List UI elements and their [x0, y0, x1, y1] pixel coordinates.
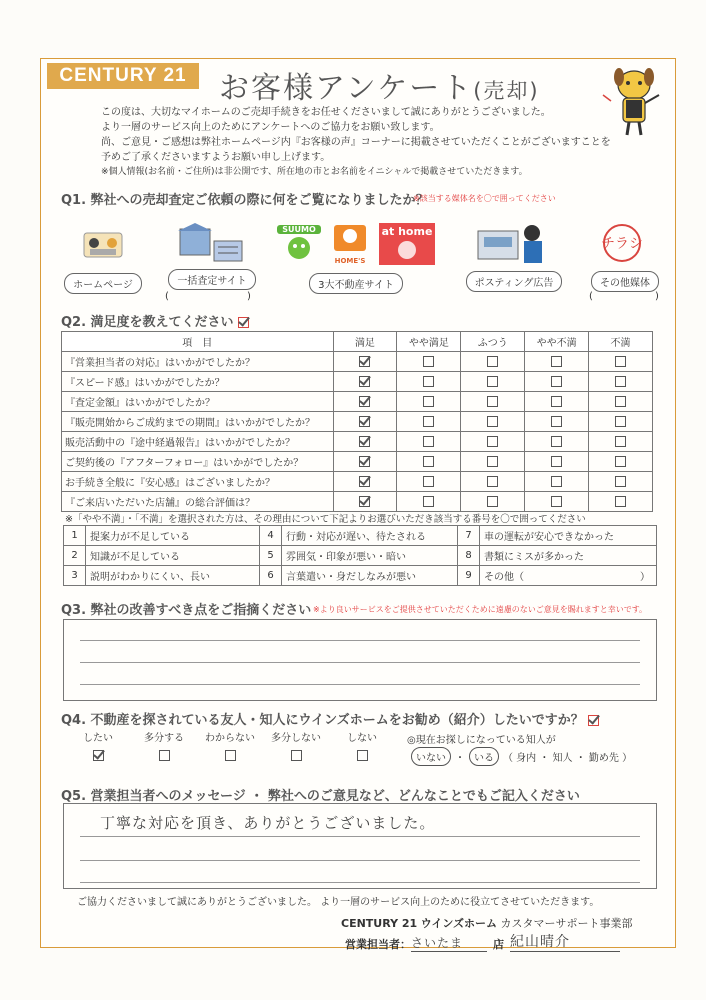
paren-open: ( — [589, 291, 593, 302]
q3-answer-area[interactable] — [63, 619, 657, 701]
reason-number[interactable]: 8 — [458, 546, 480, 566]
checkbox-satisfied[interactable] — [359, 456, 370, 467]
relation-options: （ 身内 ・ 知人 ・ 勤め先 ） — [503, 753, 633, 764]
portal-logos — [271, 221, 441, 267]
cell — [397, 492, 461, 512]
checkbox-somewhat-satisfied[interactable] — [423, 416, 434, 427]
checkbox-somewhat-dissatisfied[interactable] — [551, 396, 562, 407]
checkbox-dissatisfied[interactable] — [615, 456, 626, 467]
checkbox-satisfied[interactable] — [359, 376, 370, 387]
checkbox-neutral[interactable] — [487, 476, 498, 487]
reason-number[interactable]: 7 — [458, 526, 480, 546]
checkbox-neutral[interactable] — [487, 456, 498, 467]
column-header: やや満足 — [397, 332, 461, 352]
homes-character-icon — [330, 223, 370, 253]
q4-option-label: わからない — [205, 733, 255, 744]
rep-name: 紀山晴介 — [510, 931, 620, 952]
cell — [461, 412, 525, 432]
handwritten-message: 丁寧な対応を頂き、ありがとうございました。 — [100, 814, 436, 832]
cell — [397, 452, 461, 472]
cell — [589, 432, 653, 452]
column-header: 不満 — [589, 332, 653, 352]
q1-option-homepage[interactable] — [55, 229, 151, 294]
checkbox-neutral[interactable] — [487, 436, 498, 447]
checkbox-dissatisfied[interactable] — [615, 416, 626, 427]
cell — [333, 352, 397, 372]
title-suffix: (売却) — [473, 79, 540, 103]
checkbox-will-not[interactable] — [357, 750, 368, 761]
paren-close: ) — [655, 291, 659, 302]
reason-text: 言葉遣い・身だしなみが悪い — [282, 566, 458, 586]
cell — [397, 372, 461, 392]
table-row — [62, 492, 653, 512]
privacy-note: ※個人情報(お名前・ご住所)は非公開です、所在地の市とお名前をイニシャルで掲載させていただきます。 — [101, 167, 528, 177]
rep-line — [345, 931, 620, 952]
cell — [525, 392, 589, 412]
checkbox-somewhat-dissatisfied[interactable] — [551, 436, 562, 447]
paren-open: ( — [165, 291, 169, 302]
reason-text: 知識が不足している — [86, 546, 260, 566]
checkbox-dissatisfied[interactable] — [615, 496, 626, 507]
intro-line: 尚、ご意見・ご感想は弊社ホームページ内『お客様の声』コーナーに掲載させていただくことがございますことを — [101, 137, 611, 148]
cell — [397, 352, 461, 372]
company-line — [341, 915, 633, 931]
posting-flyer-icon — [474, 219, 554, 267]
reason-text: 提案力が不足している — [86, 526, 260, 546]
checkbox-dissatisfied[interactable] — [615, 476, 626, 487]
answer-none[interactable]: いない — [411, 747, 451, 766]
q1-option-other-media[interactable] — [583, 219, 667, 292]
table-row — [62, 432, 653, 452]
cell — [461, 392, 525, 412]
checkbox-probably-not[interactable] — [291, 750, 302, 761]
cell — [589, 372, 653, 392]
column-header: 項 目 — [62, 332, 334, 352]
checkbox-somewhat-dissatisfied[interactable] — [551, 356, 562, 367]
thanks-text: ご協力くださいまして誠にありがとうございました。 より一層のサービス向上のために役立てさせていただきます。 — [77, 897, 600, 908]
reason-number[interactable]: 5 — [260, 546, 282, 566]
athome-logo — [379, 223, 435, 265]
table-row — [64, 566, 657, 586]
q4-option-label: 多分しない — [271, 733, 321, 744]
cell — [525, 352, 589, 372]
cell — [525, 472, 589, 492]
intro-line: 予めご了承くださいますようお願い申し上げます。 — [101, 152, 331, 163]
reason-text: 説明がわかりにくい、長い — [86, 566, 260, 586]
cell — [525, 492, 589, 512]
cell — [461, 472, 525, 492]
homes-logo — [327, 223, 373, 265]
suumo-logo — [277, 225, 321, 264]
reason-number[interactable]: 3 — [64, 566, 86, 586]
survey-sheet — [40, 58, 676, 951]
checkbox-somewhat-satisfied[interactable] — [423, 456, 434, 467]
table-row — [62, 372, 653, 392]
separator-dot: ・ — [455, 753, 465, 764]
cell — [589, 452, 653, 472]
table-row — [64, 526, 657, 546]
writing-line — [80, 882, 640, 883]
column-header: ふつう — [461, 332, 525, 352]
table-row — [62, 352, 653, 372]
q1-label: その他媒体 — [591, 271, 659, 292]
row-label: 『販売開始からご成約までの期間』はいかがでしたか？ — [62, 412, 334, 432]
checkbox-dissatisfied[interactable] — [615, 356, 626, 367]
century21-logo: CENTURY 21 — [47, 63, 199, 89]
cell — [333, 392, 397, 412]
reason-text: 車の運転が安心できなかった — [480, 526, 657, 546]
cell — [397, 412, 461, 432]
cell — [333, 452, 397, 472]
cell — [525, 412, 589, 432]
q4-option-label: しない — [347, 733, 377, 744]
bulk-appraisal-icon — [176, 223, 248, 265]
cell — [589, 412, 653, 432]
paren-close: ) — [247, 291, 251, 302]
checkbox-dissatisfied[interactable] — [615, 376, 626, 387]
intro-text — [101, 105, 621, 180]
checkbox-satisfied[interactable] — [359, 436, 370, 447]
table-row — [62, 392, 653, 412]
athome-label: at home — [381, 225, 433, 238]
column-header: 満足 — [333, 332, 397, 352]
store-name: さいたま — [411, 934, 487, 952]
q4-answered-checkbox[interactable] — [588, 715, 599, 726]
row-label: 『営業担当者の対応』はいかがでしたか？ — [62, 352, 334, 372]
q1-option-bulk-appraisal[interactable] — [153, 223, 271, 290]
checkbox-neutral[interactable] — [487, 416, 498, 427]
q2-heading-text: Q2. 満足度を教えてください — [61, 315, 234, 330]
checkbox-dissatisfied[interactable] — [615, 436, 626, 447]
checkbox-somewhat-satisfied[interactable] — [423, 496, 434, 507]
checkbox-somewhat-dissatisfied[interactable] — [551, 416, 562, 427]
reason-text: その他（ — [484, 572, 524, 583]
cell — [333, 472, 397, 492]
cell — [333, 372, 397, 392]
cell — [333, 412, 397, 432]
writing-line — [80, 860, 640, 861]
checkbox-neutral[interactable] — [487, 376, 498, 387]
row-label: 『スピード感』はいかがでしたか？ — [62, 372, 334, 392]
q4-checkboxes — [65, 750, 405, 762]
q4-acquaintance-answer — [411, 747, 632, 766]
answer-exists[interactable]: いる — [469, 747, 499, 766]
reasons-note: ※「やや不満」・「不満」を選択された方は、その理由について下記よりお選びいただき該当する番号を〇で囲ってください — [65, 514, 586, 525]
cell — [397, 392, 461, 412]
checkbox-satisfied[interactable] — [359, 396, 370, 407]
athome-character-icon — [392, 238, 422, 260]
checkbox-probably[interactable] — [159, 750, 170, 761]
cell — [461, 372, 525, 392]
checkbox-satisfied[interactable] — [359, 356, 370, 367]
q2-heading — [61, 311, 249, 330]
q4-option-label: 多分する — [144, 733, 184, 744]
suumo-label: SUUMO — [277, 225, 321, 234]
reason-text: 書類にミスが多かった — [480, 546, 657, 566]
reason-other-cell[interactable] — [480, 566, 657, 586]
table-row — [62, 472, 653, 492]
cell — [397, 432, 461, 452]
rep-label: 営業担当者： — [345, 938, 411, 951]
writing-line — [80, 640, 640, 641]
checkbox-want-to[interactable] — [93, 750, 104, 761]
table-row — [64, 546, 657, 566]
q1-label: ホームページ — [64, 273, 142, 294]
satisfaction-rows — [62, 352, 653, 512]
reason-number[interactable]: 4 — [260, 526, 282, 546]
writing-line — [80, 836, 640, 837]
footer-dept: カスタマーサポート事業部 — [500, 917, 633, 930]
other-media-circle-mark — [598, 219, 652, 267]
checkbox-somewhat-satisfied[interactable] — [423, 476, 434, 487]
row-label: 『査定金額』はいかがでしたか？ — [62, 392, 334, 412]
checkbox-satisfied[interactable] — [359, 496, 370, 507]
checkbox-somewhat-satisfied[interactable] — [423, 436, 434, 447]
table-header-row — [62, 332, 653, 352]
row-label: 『ご来店いただいた店舗』の総合評価は？ — [62, 492, 334, 512]
cell — [333, 492, 397, 512]
cell — [525, 432, 589, 452]
checkbox-satisfied[interactable] — [359, 476, 370, 487]
q5-heading: Q5. 営業担当者へのメッセージ ・ 弊社へのご意見など、どんなことでもご記入ください — [61, 789, 580, 804]
reason-text: 雰囲気・印象が悪い・暗い — [282, 546, 458, 566]
q4-heading-text: Q4. 不動産を探されている友人・知人にウインズホームをお勧め（紹介）したいですか？ — [61, 713, 584, 728]
table-row — [62, 412, 653, 432]
row-label: 販売活動中の『途中経過報告』はいかがでしたか？ — [62, 432, 334, 452]
footer-brand: CENTURY 21 — [341, 917, 418, 930]
checkbox-somewhat-dissatisfied[interactable] — [551, 456, 562, 467]
checkbox-neutral[interactable] — [487, 396, 498, 407]
cell — [525, 372, 589, 392]
cell — [397, 472, 461, 492]
homes-label: HOME'S — [334, 257, 366, 265]
row-label: お手続き全般に『安心感』はございましたか？ — [62, 472, 334, 492]
q4-option-label: したい — [83, 733, 113, 744]
cell — [461, 432, 525, 452]
q3-note: ※より良いサービスをご提供させていただくために遠慮のないご意見を賜れますと幸いです。 — [313, 605, 648, 614]
cell — [525, 452, 589, 472]
q1-note: ※該当する媒体名を〇で囲ってください — [413, 194, 556, 203]
q1-option-posting[interactable] — [459, 219, 569, 292]
intro-line: この度は、大切なマイホームのご売却手続きをお任せくださいまして誠にありがとうございました。 — [101, 107, 551, 118]
footer-company: ウインズホーム — [420, 917, 498, 930]
q3-heading: Q3. 弊社の改善すべき点をご指摘ください — [61, 603, 312, 618]
checkbox-somewhat-satisfied[interactable] — [423, 356, 434, 367]
cell — [589, 472, 653, 492]
q2-answered-checkbox[interactable] — [238, 317, 249, 328]
cell — [461, 492, 525, 512]
other-handwriting: チラシ — [601, 236, 643, 252]
suumo-character-icon — [284, 234, 314, 260]
column-header: やや不満 — [525, 332, 589, 352]
q4-options — [65, 729, 405, 762]
reason-text: 行動・対応が遅い、待たされる — [282, 526, 458, 546]
checkbox-satisfied[interactable] — [359, 416, 370, 427]
reason-number[interactable]: 1 — [64, 526, 86, 546]
q1-label: ポスティング広告 — [466, 271, 563, 292]
writing-line — [80, 684, 640, 685]
reason-number[interactable]: 9 — [458, 566, 480, 586]
checkbox-somewhat-satisfied[interactable] — [423, 376, 434, 387]
reasons-table — [63, 525, 657, 586]
cell — [589, 492, 653, 512]
checkbox-somewhat-dissatisfied[interactable] — [551, 376, 562, 387]
checkbox-unsure[interactable] — [225, 750, 236, 761]
writing-line — [80, 662, 640, 663]
homepage-icon — [78, 229, 128, 263]
cell — [589, 352, 653, 372]
checkbox-neutral[interactable] — [487, 356, 498, 367]
table-row — [62, 452, 653, 472]
checkbox-dissatisfied[interactable] — [615, 396, 626, 407]
q1-heading: Q1. 弊社への売却査定ご依頼の際に何をご覧になりましたか？ — [61, 193, 429, 208]
q1-option-major-portals[interactable] — [271, 221, 441, 294]
q5-answer-area[interactable] — [63, 803, 657, 889]
cell — [461, 452, 525, 472]
cell — [461, 352, 525, 372]
close-paren: ） — [640, 572, 650, 583]
cell — [589, 392, 653, 412]
satisfaction-table — [61, 331, 653, 512]
store-suffix: 店 — [493, 938, 504, 951]
title-text: お客様アンケート — [219, 71, 474, 106]
row-label: ご契約後の『アフターフォロー』はいかがでしたか？ — [62, 452, 334, 472]
reason-number[interactable]: 6 — [260, 566, 282, 586]
q1-label: 一括査定サイト — [168, 269, 255, 290]
q4-subquestion: ◎現在お探しになっている知人が — [407, 735, 556, 746]
reason-number[interactable]: 2 — [64, 546, 86, 566]
checkbox-somewhat-satisfied[interactable] — [423, 396, 434, 407]
q4-labels — [65, 729, 405, 744]
checkbox-neutral[interactable] — [487, 496, 498, 507]
checkbox-somewhat-dissatisfied[interactable] — [551, 496, 562, 507]
page-title — [219, 63, 540, 107]
intro-line: より一層のサービス向上のためにアンケートへのご協力をお願い致します。 — [101, 122, 440, 133]
checkbox-somewhat-dissatisfied[interactable] — [551, 476, 562, 487]
q1-label: 3大不動産サイト — [309, 273, 403, 294]
cell — [333, 432, 397, 452]
q4-heading — [61, 709, 599, 728]
